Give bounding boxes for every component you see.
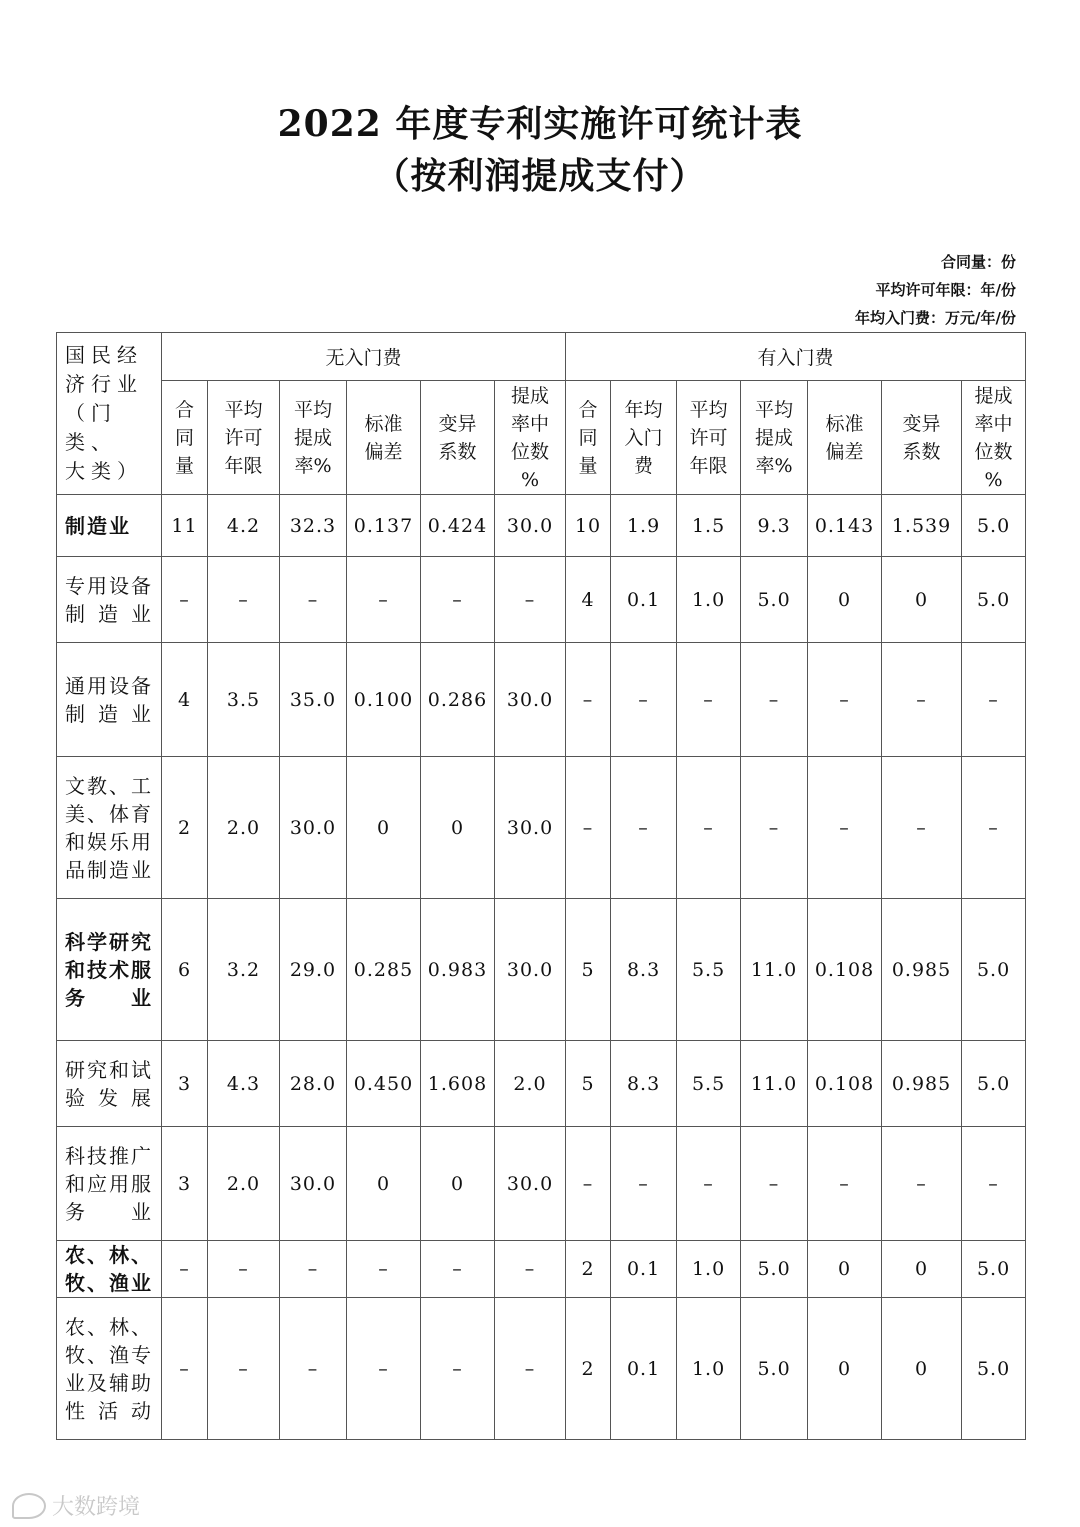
column-header: 年均 入门 费: [611, 381, 677, 495]
column-header: 平均 提成 率%: [741, 381, 808, 495]
industry-cell: 农、林、牧、渔专业及辅助性活动: [57, 1298, 162, 1440]
value-cell: 0: [882, 557, 962, 643]
unit-note-entry-fee: 年均入门费：万元/年/份: [855, 309, 1016, 327]
table-row: [57, 643, 1026, 757]
value-cell: –: [962, 1127, 1026, 1241]
value-cell: –: [882, 757, 962, 899]
value-cell: 5.0: [741, 1298, 808, 1440]
value-cell: –: [421, 557, 495, 643]
value-cell: 2: [162, 757, 208, 899]
value-cell: 0: [808, 557, 882, 643]
column-header: 提成 率中 位数 %: [962, 381, 1026, 495]
value-cell: –: [495, 557, 566, 643]
industry-cell: 科学研究和技术服务业: [57, 899, 162, 1041]
value-cell: 0: [347, 757, 421, 899]
value-cell: –: [611, 757, 677, 899]
value-cell: 1.0: [677, 1241, 741, 1298]
value-cell: 5.0: [962, 1298, 1026, 1440]
industry-header: 国民经 济行业 （门类、 大类）: [57, 333, 162, 495]
value-cell: 28.0: [280, 1041, 347, 1127]
value-cell: 0.286: [421, 643, 495, 757]
column-header: 标准 偏差: [347, 381, 421, 495]
unit-note-contracts: 合同量：份: [940, 253, 1016, 271]
table-row: [57, 495, 1026, 557]
value-cell: 30.0: [280, 757, 347, 899]
value-cell: 0.424: [421, 495, 495, 557]
value-cell: –: [208, 1298, 280, 1440]
column-header: 合 同 量: [566, 381, 611, 495]
value-cell: 4.3: [208, 1041, 280, 1127]
value-cell: 30.0: [495, 643, 566, 757]
unit-note-term: 平均许可年限：年/份: [875, 281, 1016, 299]
column-header: 变异 系数: [421, 381, 495, 495]
page-title: 2022 年度专利实施许可统计表: [277, 103, 803, 145]
value-cell: 0.285: [347, 899, 421, 1041]
value-cell: 1.608: [421, 1041, 495, 1127]
value-cell: 5.5: [677, 1041, 741, 1127]
table-row: [57, 1241, 1026, 1298]
value-cell: –: [566, 643, 611, 757]
value-cell: 0: [882, 1298, 962, 1440]
group-header-row: [57, 333, 1026, 381]
value-cell: 2.0: [495, 1041, 566, 1127]
value-cell: 29.0: [280, 899, 347, 1041]
value-cell: –: [347, 1298, 421, 1440]
value-cell: –: [162, 1298, 208, 1440]
watermark: [12, 1490, 140, 1521]
value-cell: 0.985: [882, 899, 962, 1041]
value-cell: 2.0: [208, 757, 280, 899]
column-header: 合 同 量: [162, 381, 208, 495]
value-cell: 9.3: [741, 495, 808, 557]
value-cell: –: [808, 757, 882, 899]
page-subtitle: （按利润提成支付）: [373, 155, 707, 197]
value-cell: –: [421, 1298, 495, 1440]
value-cell: 5.0: [962, 899, 1026, 1041]
value-cell: 5.0: [962, 1041, 1026, 1127]
value-cell: 0.108: [808, 899, 882, 1041]
column-header: 提成 率中 位数 %: [495, 381, 566, 495]
watermark-text: 大数跨境: [52, 1495, 141, 1520]
value-cell: 8.3: [611, 899, 677, 1041]
value-cell: 1.0: [677, 1298, 741, 1440]
value-cell: –: [741, 1127, 808, 1241]
column-header: 平均 许可 年限: [677, 381, 741, 495]
value-cell: 8.3: [611, 1041, 677, 1127]
value-cell: –: [677, 643, 741, 757]
value-cell: 1.0: [677, 557, 741, 643]
unit-notes: [855, 248, 1016, 332]
value-cell: –: [611, 1127, 677, 1241]
value-cell: 3.2: [208, 899, 280, 1041]
value-cell: –: [962, 757, 1026, 899]
table-row: [57, 1298, 1026, 1440]
industry-cell: 农、林、牧、渔业: [57, 1241, 162, 1298]
value-cell: –: [347, 557, 421, 643]
value-cell: 5.0: [962, 557, 1026, 643]
value-cell: –: [808, 643, 882, 757]
value-cell: –: [741, 757, 808, 899]
value-cell: 0: [347, 1127, 421, 1241]
value-cell: 11: [162, 495, 208, 557]
value-cell: –: [280, 1298, 347, 1440]
value-cell: –: [421, 1241, 495, 1298]
value-cell: 10: [566, 495, 611, 557]
value-cell: 30.0: [495, 495, 566, 557]
value-cell: –: [566, 757, 611, 899]
value-cell: –: [882, 1127, 962, 1241]
value-cell: –: [208, 557, 280, 643]
value-cell: 30.0: [495, 1127, 566, 1241]
value-cell: 32.3: [280, 495, 347, 557]
value-cell: 5.0: [962, 495, 1026, 557]
value-cell: –: [495, 1241, 566, 1298]
industry-cell: 科技推广和应用服务业: [57, 1127, 162, 1241]
value-cell: 0: [882, 1241, 962, 1298]
value-cell: 5.0: [741, 1241, 808, 1298]
industry-cell: 制造业: [57, 495, 162, 557]
value-cell: –: [280, 1241, 347, 1298]
value-cell: 5.0: [741, 557, 808, 643]
value-cell: 0: [808, 1241, 882, 1298]
table-row: [57, 757, 1026, 899]
value-cell: 1.539: [882, 495, 962, 557]
value-cell: 4: [162, 643, 208, 757]
value-cell: 0.137: [347, 495, 421, 557]
value-cell: –: [677, 1127, 741, 1241]
group-header-with-fee: 有入门费: [566, 333, 1026, 381]
value-cell: 0.1: [611, 1241, 677, 1298]
watermark-logo-icon: [12, 1493, 46, 1519]
value-cell: –: [808, 1127, 882, 1241]
value-cell: 0.143: [808, 495, 882, 557]
table-row: [57, 557, 1026, 643]
column-header-row: [57, 381, 1026, 495]
industry-cell: 文教、工美、体育和娱乐用品制造业: [57, 757, 162, 899]
value-cell: –: [162, 1241, 208, 1298]
column-header: 平均 许可 年限: [208, 381, 280, 495]
value-cell: –: [962, 643, 1026, 757]
license-stats-table: [56, 332, 1026, 1440]
value-cell: 30.0: [495, 757, 566, 899]
value-cell: –: [611, 643, 677, 757]
value-cell: –: [677, 757, 741, 899]
value-cell: 11.0: [741, 1041, 808, 1127]
value-cell: 0.1: [611, 557, 677, 643]
column-header: 标准 偏差: [808, 381, 882, 495]
value-cell: –: [280, 557, 347, 643]
value-cell: –: [162, 557, 208, 643]
industry-cell: 研究和试验发展: [57, 1041, 162, 1127]
value-cell: 1.5: [677, 495, 741, 557]
value-cell: –: [495, 1298, 566, 1440]
value-cell: 1.9: [611, 495, 677, 557]
value-cell: 3: [162, 1127, 208, 1241]
industry-cell: 专用设备制造业: [57, 557, 162, 643]
value-cell: –: [208, 1241, 280, 1298]
value-cell: 0.100: [347, 643, 421, 757]
value-cell: 4.2: [208, 495, 280, 557]
value-cell: 0: [808, 1298, 882, 1440]
value-cell: 0.983: [421, 899, 495, 1041]
value-cell: 6: [162, 899, 208, 1041]
value-cell: 5: [566, 1041, 611, 1127]
value-cell: 35.0: [280, 643, 347, 757]
value-cell: 30.0: [280, 1127, 347, 1241]
table-body: [57, 495, 1026, 1440]
value-cell: 0: [421, 757, 495, 899]
value-cell: 30.0: [495, 899, 566, 1041]
value-cell: 0: [421, 1127, 495, 1241]
value-cell: –: [347, 1241, 421, 1298]
column-header: 变异 系数: [882, 381, 962, 495]
industry-cell: 通用设备制造业: [57, 643, 162, 757]
value-cell: –: [741, 643, 808, 757]
value-cell: 3.5: [208, 643, 280, 757]
value-cell: 0.1: [611, 1298, 677, 1440]
value-cell: 2.0: [208, 1127, 280, 1241]
value-cell: –: [882, 643, 962, 757]
group-header-no-fee: 无入门费: [162, 333, 566, 381]
value-cell: 0.108: [808, 1041, 882, 1127]
column-header: 平均 提成 率%: [280, 381, 347, 495]
value-cell: 11.0: [741, 899, 808, 1041]
value-cell: 3: [162, 1041, 208, 1127]
value-cell: 5: [566, 899, 611, 1041]
value-cell: –: [566, 1127, 611, 1241]
table-row: [57, 1041, 1026, 1127]
table-row: [57, 899, 1026, 1041]
value-cell: 5.5: [677, 899, 741, 1041]
value-cell: 4: [566, 557, 611, 643]
value-cell: 5.0: [962, 1241, 1026, 1298]
value-cell: 0.985: [882, 1041, 962, 1127]
value-cell: 2: [566, 1241, 611, 1298]
table-row: [57, 1127, 1026, 1241]
value-cell: 0.450: [347, 1041, 421, 1127]
value-cell: 2: [566, 1298, 611, 1440]
